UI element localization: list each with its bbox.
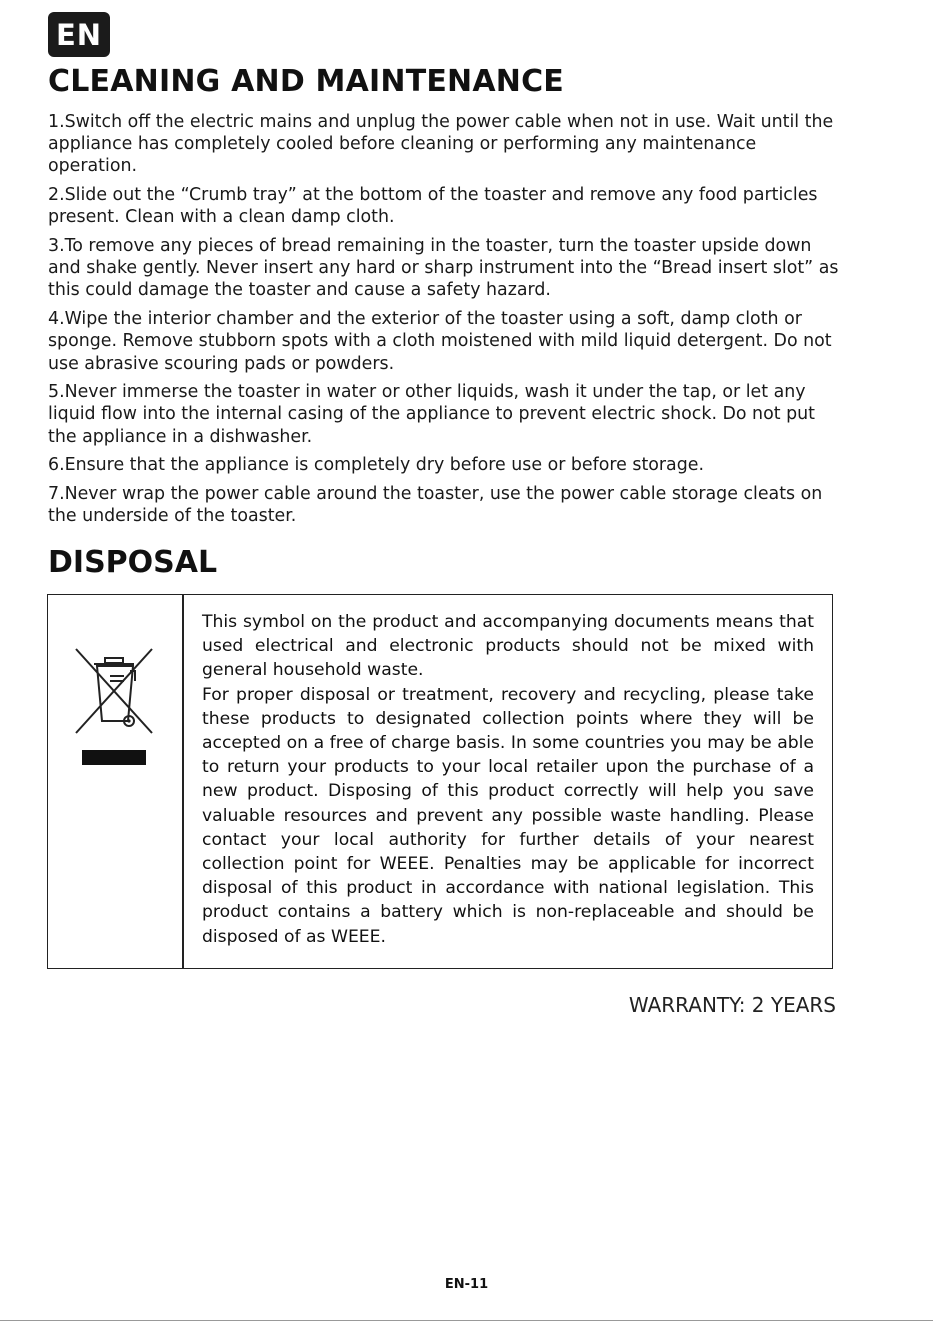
disposal-paragraph-2: For proper disposal or treatment, recovery and recycling, please take these products to designated collection points where they will be accepted on a free of charge basis. In some countries you may be able to return your products to your local retailer upon the purchase of a new product. Disposing of this product correctly will help you save valuable resources and prevent any possible waste handling. Please contact your local authority for further details of your nearest collection point for WEEE. Penalties may be applicable for incorrect disposal of this product in accordance with national legislation. This product contains a battery which is non-replaceable and should be disposed of as WEEE. <box>202 684 814 947</box>
disposal-box-divider <box>182 595 184 968</box>
disposal-paragraph-1: This symbol on the product and accompanying documents means that used electrical and electronic products should not be mixed with general household waste. <box>202 612 814 681</box>
disposal-text <box>202 610 814 949</box>
weee-solid-bar <box>82 750 146 765</box>
language-badge: EN <box>48 12 110 57</box>
cleaning-step-6: 6.Ensure that the appliance is completely dry before use or before storage. <box>48 455 704 476</box>
cleaning-steps-list <box>48 111 848 534</box>
cleaning-step-5: 5.Never immerse the toaster in water or other liquids, wash it under the tap, or let any liquid flow into the internal casing of the appliance to prevent electric shock. Do not put the appliance in a dishwasher. <box>48 382 815 447</box>
cleaning-step-7: 7.Never wrap the power cable around the toaster, use the power cable storage cleats on the underside of the toaster. <box>48 484 823 527</box>
section-title-disposal: DISPOSAL <box>48 545 218 580</box>
crossed-out-wheelie-bin-icon <box>72 647 156 735</box>
disposal-info-box <box>47 594 833 969</box>
warranty-label: WARRANTY: 2 YEARS <box>628 993 836 1017</box>
cleaning-step-3: 3.To remove any pieces of bread remaining in the toaster, turn the toaster upside down and shake gently. Never insert any hard or sharp instrument into the “Bread insert slot” as this could damage the toaster and cause a safety hazard. <box>48 236 839 301</box>
cleaning-step-1: 1.Switch off the electric mains and unplug the power cable when not in use. Wait until the appliance has completely cooled before cleaning or performing any maintenance operation. <box>48 112 834 177</box>
cleaning-step-2: 2.Slide out the “Crumb tray” at the bottom of the toaster and remove any food particles present. Clean with a clean damp cloth. <box>48 185 818 228</box>
bottom-rule <box>0 1320 933 1321</box>
section-title-cleaning: CLEANING AND MAINTENANCE <box>48 64 565 99</box>
page-number: EN-11 <box>444 1277 489 1292</box>
cleaning-step-4: 4.Wipe the interior chamber and the exterior of the toaster using a soft, damp cloth or sponge. Remove stubborn spots with a cloth moistened with mild liquid detergent. Do not use abrasive scouring pads or powders. <box>48 309 832 374</box>
